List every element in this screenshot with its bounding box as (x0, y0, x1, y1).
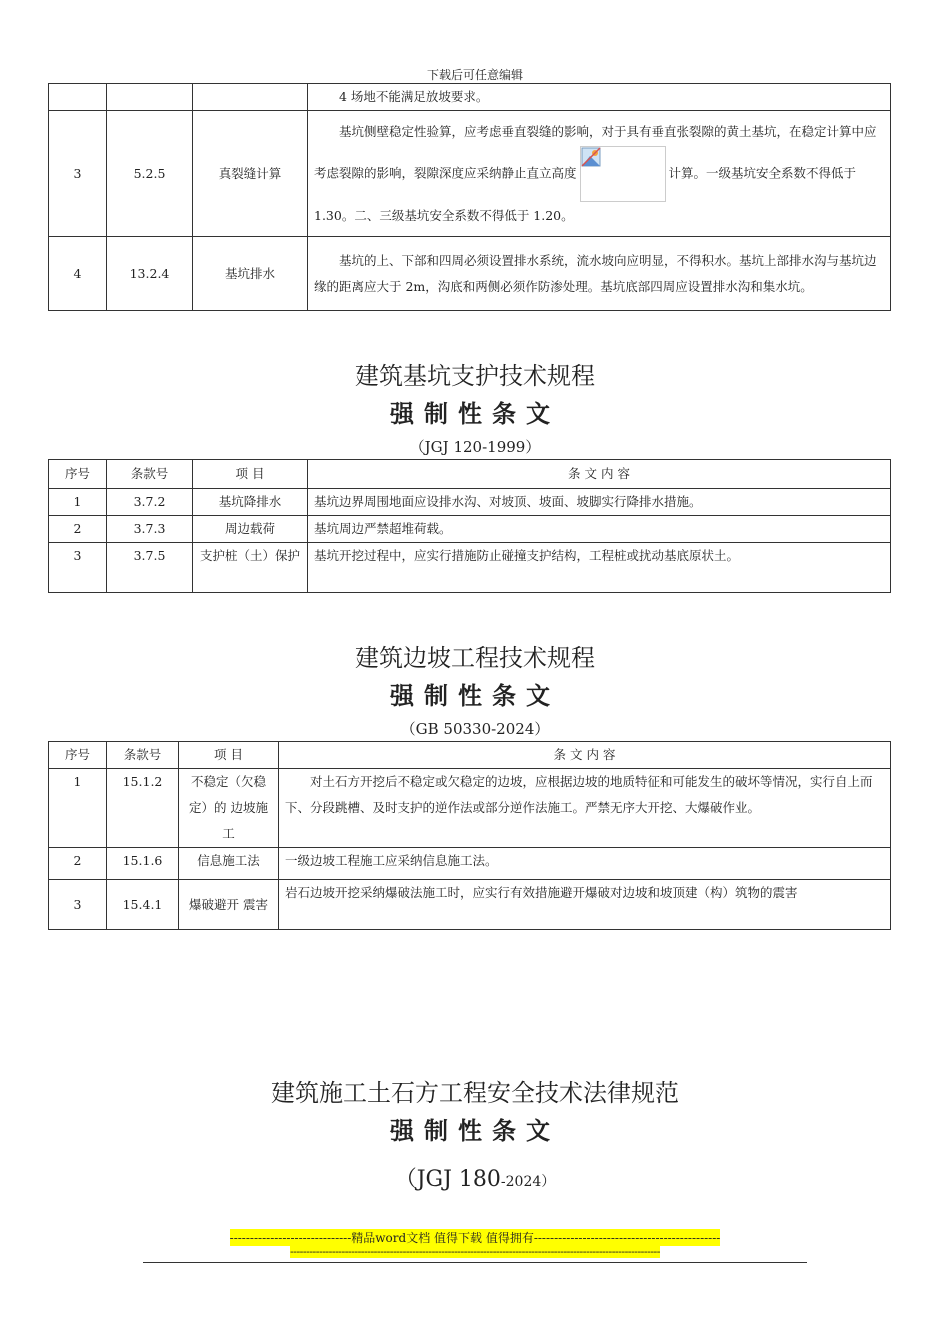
col-header-clause: 条款号 (107, 742, 179, 769)
table-slope (48, 741, 891, 930)
standard-code (0, 1162, 950, 1193)
row-content: 4 场地不能满足放坡要求。 (308, 84, 891, 111)
col-header-clause: 条款号 (107, 460, 193, 489)
section-subtitle: 强制性条文 (390, 1117, 560, 1145)
row-no: 4 (49, 237, 107, 311)
content-part-a: 基坑侧壁稳定性验算，应考虑垂直裂缝的影响，对于具有垂直张裂隙的黄土基坑，在稳定计算中应考虑裂隙的影响，裂隙深度应采纳静止直立高度 (314, 123, 877, 180)
row-no: 1 (49, 769, 107, 848)
col-header-no: 序号 (49, 460, 107, 489)
table-row (49, 111, 891, 237)
standard-code: （GB 50330-2024） (400, 720, 550, 738)
row-no: 3 (49, 543, 107, 593)
col-header-item: 项 目 (193, 460, 308, 489)
row-clause: 3.7.5 (107, 543, 193, 593)
table-row (49, 84, 891, 111)
row-item: 真裂缝计算 (193, 111, 308, 237)
section-title: 建筑施工土石方工程安全技术法律规范 (271, 1079, 679, 1107)
footer-highlight-2: ------------------------------------------------------------------------------------------------------------------- (290, 1245, 660, 1258)
row-content: 基坑边界周围地面应设排水沟、对坡顶、坡面、坡脚实行降排水措施。 (308, 489, 891, 516)
footer-line-1 (0, 1229, 950, 1246)
row-item (193, 84, 308, 111)
row-item: 信息施工法 (179, 848, 279, 880)
row-clause: 3.7.3 (107, 516, 193, 543)
standard-code-main: （JGJ 180 (394, 1167, 501, 1192)
row-item: 基坑降排水 (193, 489, 308, 516)
row-no: 2 (49, 848, 107, 880)
section-subtitle: 强制性条文 (390, 400, 560, 428)
row-content: 岩石边坡开挖采纳爆破法施工时，应实行有效措施避开爆破对边坡和坡顶建（构）筑物的震害 (279, 880, 891, 930)
broken-image-icon (581, 147, 601, 167)
footer-line-2 (0, 1245, 950, 1258)
row-content: 基坑周边严禁超堆荷载。 (308, 516, 891, 543)
table-row (49, 848, 891, 880)
col-header-content: 条 文 内 容 (279, 742, 891, 769)
table-row (49, 516, 891, 543)
row-no (49, 84, 107, 111)
table-foundation-pit (48, 459, 891, 593)
table-row (49, 237, 891, 311)
table-row (49, 880, 891, 930)
standard-code: （JGJ 120-1999） (409, 438, 541, 456)
row-no: 3 (49, 111, 107, 237)
row-clause (107, 84, 193, 111)
row-content: 基坑开挖过程中，应实行措施防止碰撞支护结构，工程桩或扰动基底原状土。 (308, 543, 891, 593)
section-subtitle: 强制性条文 (390, 682, 560, 710)
row-clause: 15.4.1 (107, 880, 179, 930)
standard-code-year: -2024） (500, 1174, 556, 1190)
row-clause: 15.1.6 (107, 848, 179, 880)
section-title: 建筑边坡工程技术规程 (355, 644, 595, 672)
section-title: 建筑基坑支护技术规程 (355, 362, 595, 390)
row-clause: 13.2.4 (107, 237, 193, 311)
page-header-note: 下载后可任意编辑 (426, 68, 523, 82)
row-no: 3 (49, 880, 107, 930)
row-content: 对土石方开挖后不稳定或欠稳定的边坡，应根据边坡的地质特征和可能发生的破坏等情况，实行自上而下、分段跳槽、及时支护的逆作法或部分逆作法施工。严禁无序大开挖、大爆破作业。 (279, 769, 891, 848)
col-header-content: 条 文 内 容 (308, 460, 891, 489)
row-item: 支护桩（土）保护 (193, 543, 308, 593)
row-content (308, 111, 891, 237)
row-no: 2 (49, 516, 107, 543)
content-part-b: 计算。一级基坑安全系数不得低于 1.30。二、三级基坑安全系数不得低于 1.20。 (314, 165, 857, 223)
footer-highlight-1: ------------------------------精品word文档 值得下载 值得拥有---------------------------------------------- (229, 1231, 721, 1245)
row-item: 不稳定（欠稳定）的 边坡施工 (179, 769, 279, 848)
table-header-row (49, 460, 891, 489)
col-header-item: 项 目 (179, 742, 279, 769)
row-item: 基坑排水 (193, 237, 308, 311)
row-clause: 15.1.2 (107, 769, 179, 848)
row-no: 1 (49, 489, 107, 516)
table-row (49, 769, 891, 848)
table-row (49, 543, 891, 593)
row-item: 周边载荷 (193, 516, 308, 543)
row-clause: 5.2.5 (107, 111, 193, 237)
footer-rule (143, 1262, 807, 1263)
table-row (49, 489, 891, 516)
formula-image (580, 146, 666, 202)
col-header-no: 序号 (49, 742, 107, 769)
row-content: 基坑的上、下部和四周必须设置排水系统，流水坡向应明显，不得积水。基坑上部排水沟与基坑边缘的距离应大于 2m，沟底和两侧必须作防渗处理。基坑底部四周应设置排水沟和集水坑。 (308, 237, 891, 311)
row-content: 一级边坡工程施工应采纳信息施工法。 (279, 848, 891, 880)
row-clause: 3.7.2 (107, 489, 193, 516)
table-header-row (49, 742, 891, 769)
table-continued (48, 83, 891, 311)
row-item: 爆破避开 震害 (179, 880, 279, 930)
